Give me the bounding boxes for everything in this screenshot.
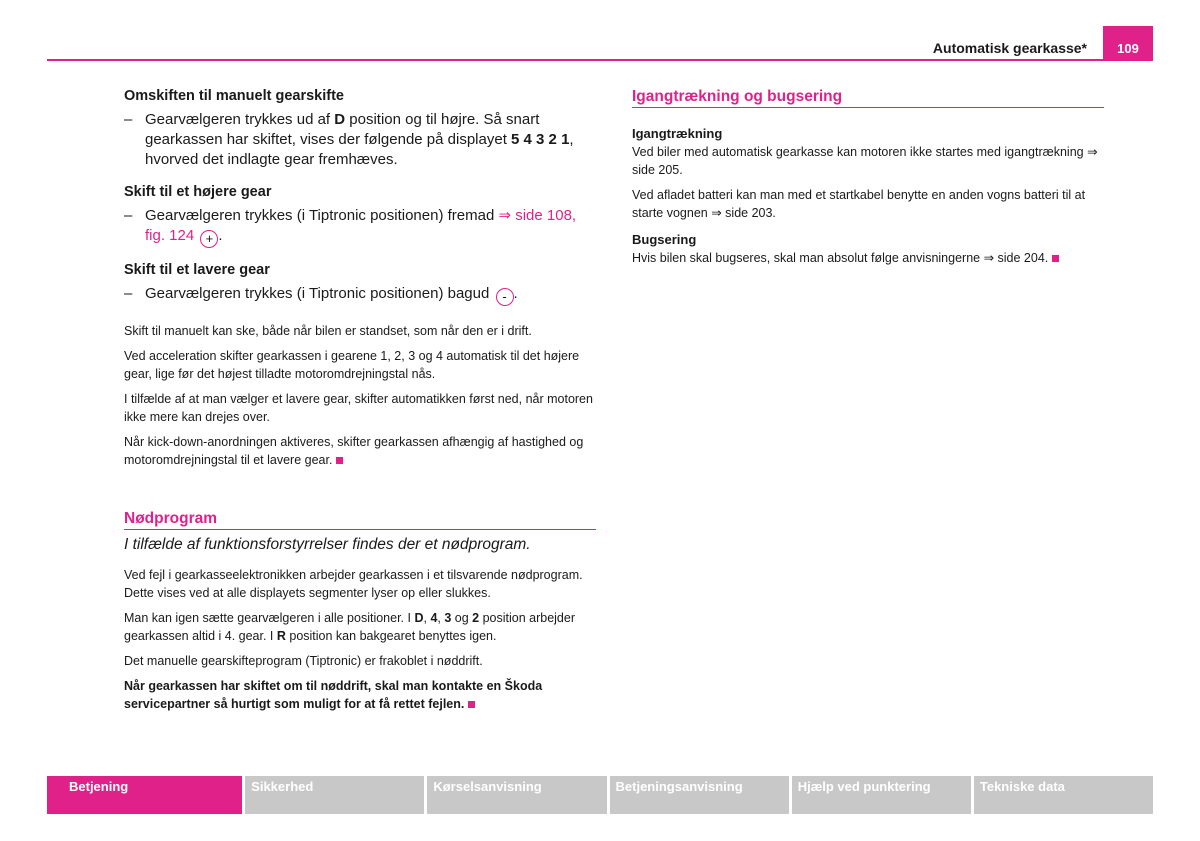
right-column <box>632 88 1104 274</box>
paragraph: Ved acceleration skifter gearkassen i gearene 1, 2, 3 og 4 automatisk til det højere gear, lige før det højest tilladte motoromdrejningstal nås. <box>124 349 580 381</box>
tab-sikkerhed[interactable]: Sikkerhed <box>245 776 424 814</box>
shift-lower-heading: Skift til et lavere gear <box>124 262 270 278</box>
paragraph-text: position kan bakgearet benyttes igen. <box>285 629 497 643</box>
step-dash: – <box>124 207 133 224</box>
paragraph-text: , <box>437 611 445 625</box>
emergency-lead: I tilfælde af funktionsforstyrrelser findes der et nødprogram. <box>124 536 531 553</box>
step-dash: – <box>124 111 133 128</box>
left-column <box>124 88 596 720</box>
paragraph-text: Hvis bilen skal bugseres, skal man absolut følge anvisningerne ⇒ side 204. <box>632 251 1049 265</box>
header-rule <box>47 59 1153 61</box>
page-reference-link[interactable]: ⇒ side 108, fig. 124 <box>145 207 577 244</box>
footer-nav <box>47 776 1153 814</box>
paragraph-text: position arbejder gearkassen altid i 4. gear. I <box>124 611 576 643</box>
section-end-icon <box>336 457 343 464</box>
gear-label: 2 <box>472 611 480 625</box>
shift-higher-step <box>124 206 596 248</box>
manual-shift-step <box>124 110 596 170</box>
warning-text: Når gearkassen har skiftet om til nøddrift, skal man kontakte en Škoda servicepartner så hurtigt som muligt for at få rettet fejlen. <box>124 679 543 711</box>
towing-heading: Bugsering <box>632 232 697 247</box>
paragraph: I tilfælde af at man vælger et lavere gear, skifter automatikken først ned, når motoren ikke mere kan drejes over. <box>124 392 593 424</box>
paragraph <box>124 433 596 469</box>
plus-symbol-icon: + <box>200 230 218 248</box>
paragraph-text: , <box>423 611 431 625</box>
section-end-icon <box>1052 255 1059 262</box>
paragraph-text: Man kan igen sætte gearvælgeren i alle positioner. I <box>124 611 415 625</box>
paragraph: Det manuelle gearskifteprogram (Tiptronic) er frakoblet i nøddrift. <box>124 654 483 668</box>
step-text-bold: D <box>334 111 346 128</box>
section-end-icon <box>468 701 475 708</box>
manual-shift-heading: Omskiften til manuelt gearskifte <box>124 88 344 104</box>
step-text: position og til højre. Så snart gearkassen har skiftet, vises der følgende på displayet <box>145 111 540 148</box>
emergency-program-title: Nødprogram <box>124 510 596 530</box>
step-text: , hvorved det indlagte gear fremhæves. <box>145 131 574 168</box>
paragraph: Ved biler med automatisk gearkasse kan motoren ikke startes med igangtrækning ⇒ side 205. <box>632 145 1098 177</box>
tab-betjeningsanvisning[interactable]: Betjeningsanvisning <box>610 776 789 814</box>
paragraph-text: og <box>451 611 473 625</box>
paragraph: Ved fejl i gearkasseelektronikken arbejder gearkassen i et tilsvarende nødprogram. Dette vises ved at alle displayets segmenter lyser op eller slukkes. <box>124 568 583 600</box>
step-text: . <box>218 227 223 244</box>
shift-lower-step <box>124 284 596 306</box>
page-number: 109 <box>1103 26 1153 60</box>
step-text: . <box>513 285 518 302</box>
step-text: Gearvælgeren trykkes (i Tiptronic positionen) fremad <box>145 207 499 224</box>
step-text: Gearvælgeren trykkes (i Tiptronic positionen) bagud <box>145 285 494 302</box>
paragraph <box>124 609 596 645</box>
tow-start-heading: Igangtrækning <box>632 126 723 141</box>
gear-label: 4 <box>430 611 438 625</box>
display-sequence: 5 4 3 2 1 <box>511 131 570 148</box>
step-dash: – <box>124 285 133 302</box>
tab-tekniske-data[interactable]: Tekniske data <box>974 776 1153 814</box>
header-title: Automatisk gearkasse* <box>932 40 1087 56</box>
towing-section-title: Igangtrækning og bugsering <box>632 88 1104 108</box>
step-text: Gearvælgeren trykkes ud af <box>145 111 335 128</box>
shift-higher-heading: Skift til et højere gear <box>124 184 272 200</box>
tab-betjening[interactable]: Betjening <box>47 776 242 814</box>
tab-koerselsanvisning[interactable]: Kørselsanvisning <box>427 776 606 814</box>
warning-paragraph <box>124 677 596 713</box>
gear-label: 3 <box>444 611 452 625</box>
minus-symbol-icon: - <box>496 288 514 306</box>
tab-hjaelp-ved-punktering[interactable]: Hjælp ved punktering <box>792 776 971 814</box>
gear-label: R <box>276 629 286 643</box>
paragraph-text: Når kick-down-anordningen aktiveres, skifter gearkassen afhængig af hastighed og motoromdrejningstal til et lavere gear. <box>124 435 584 467</box>
paragraph: Ved afladet batteri kan man med et startkabel benytte en anden vogns batteri til at starte vognen ⇒ side 203. <box>632 188 1086 220</box>
paragraph: Skift til manuelt kan ske, både når bilen er standset, som når den er i drift. <box>124 324 532 338</box>
paragraph <box>632 249 1104 267</box>
gear-label: D <box>414 611 424 625</box>
